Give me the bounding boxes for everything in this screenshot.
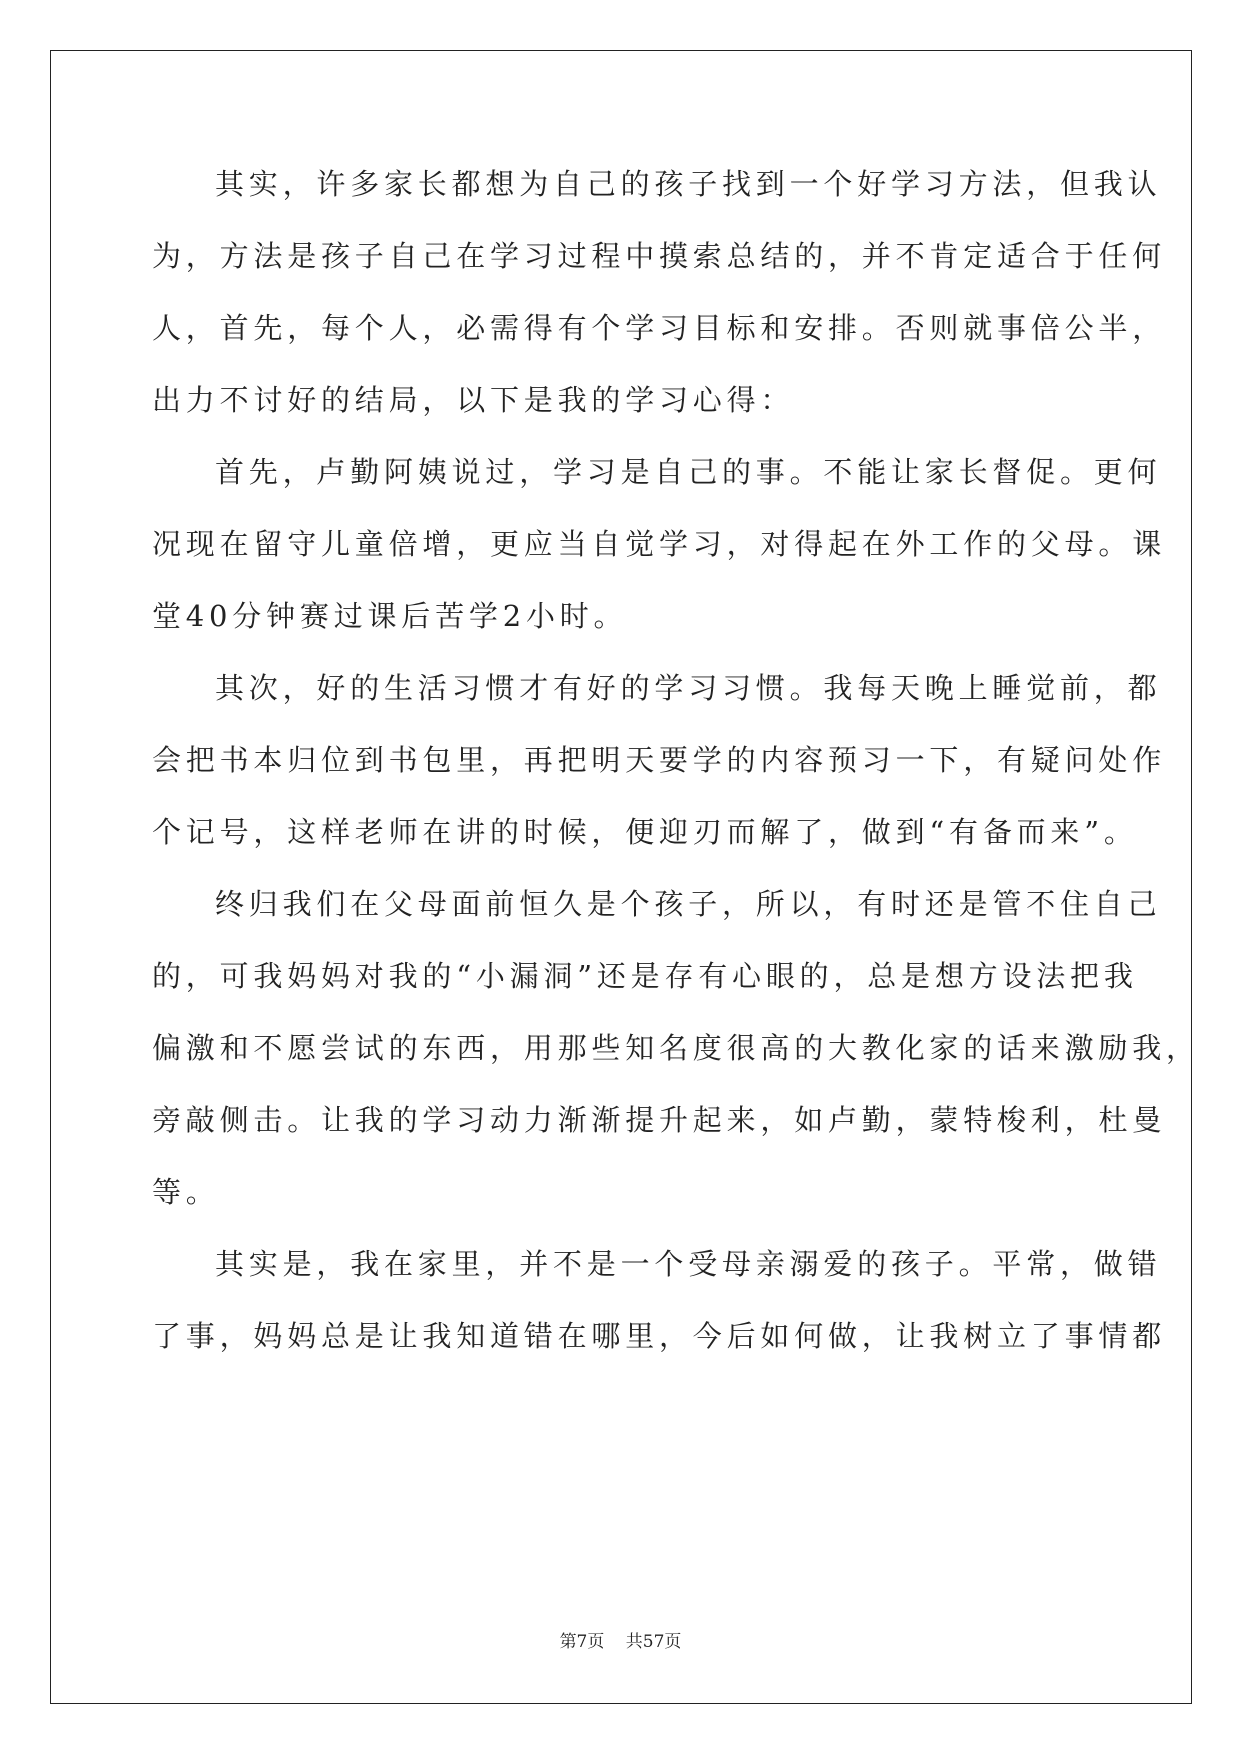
text-line: 旁敲侧击。让我的学习动力渐渐提升起来，如卢勤，蒙特梭利，杜曼 [152,1103,1167,1137]
text-line: 等。 [152,1175,220,1209]
page-number: 第7页 [559,1632,605,1652]
text-line: 人，首先，每个人，必需得有个学习目标和安排。否则就事倍公半， [152,311,1167,345]
text-line: 终归我们在父母面前恒久是个孩子，所以，有时还是管不住自己 [215,887,1162,921]
text-line: 了事，妈妈总是让我知道错在哪里，今后如何做，让我树立了事情都 [152,1319,1167,1353]
text-line: 堂40分钟赛过课后苦学2小时。 [152,599,628,633]
text-line: 为，方法是孩子自己在学习过程中摸索总结的，并不肯定适合于任何 [152,239,1167,273]
text-line: 首先，卢勤阿姨说过，学习是自己的事。不能让家长督促。更何 [215,455,1162,489]
page-footer [0,1630,1241,1654]
text-line: 个记号，这样老师在讲的时候，便迎刃而解了，做到“有备而来”。 [152,815,1138,849]
page-frame [50,50,1192,1704]
text-line: 其次，好的生活习惯才有好的学习习惯。我每天晚上睡觉前，都 [215,671,1162,705]
text-line: 出力不讨好的结局，以下是我的学习心得： [152,383,795,417]
text-line: 其实，许多家长都想为自己的孩子找到一个好学习方法，但我认 [215,167,1162,201]
text-line: 其实是，我在家里，并不是一个受母亲溺爱的孩子。平常，做错 [215,1247,1162,1281]
text-line: 偏激和不愿尝试的东西，用那些知名度很高的大教化家的话来激励我， [152,1031,1200,1065]
page-total: 共57页 [625,1632,682,1652]
text-line: 会把书本归位到书包里，再把明天要学的内容预习一下，有疑问处作 [152,743,1167,777]
text-line: 的，可我妈妈对我的“小漏洞”还是存有心眼的，总是想方设法把我 [152,959,1138,993]
text-line: 况现在留守儿童倍增，更应当自觉学习，对得起在外工作的父母。课 [152,527,1167,561]
